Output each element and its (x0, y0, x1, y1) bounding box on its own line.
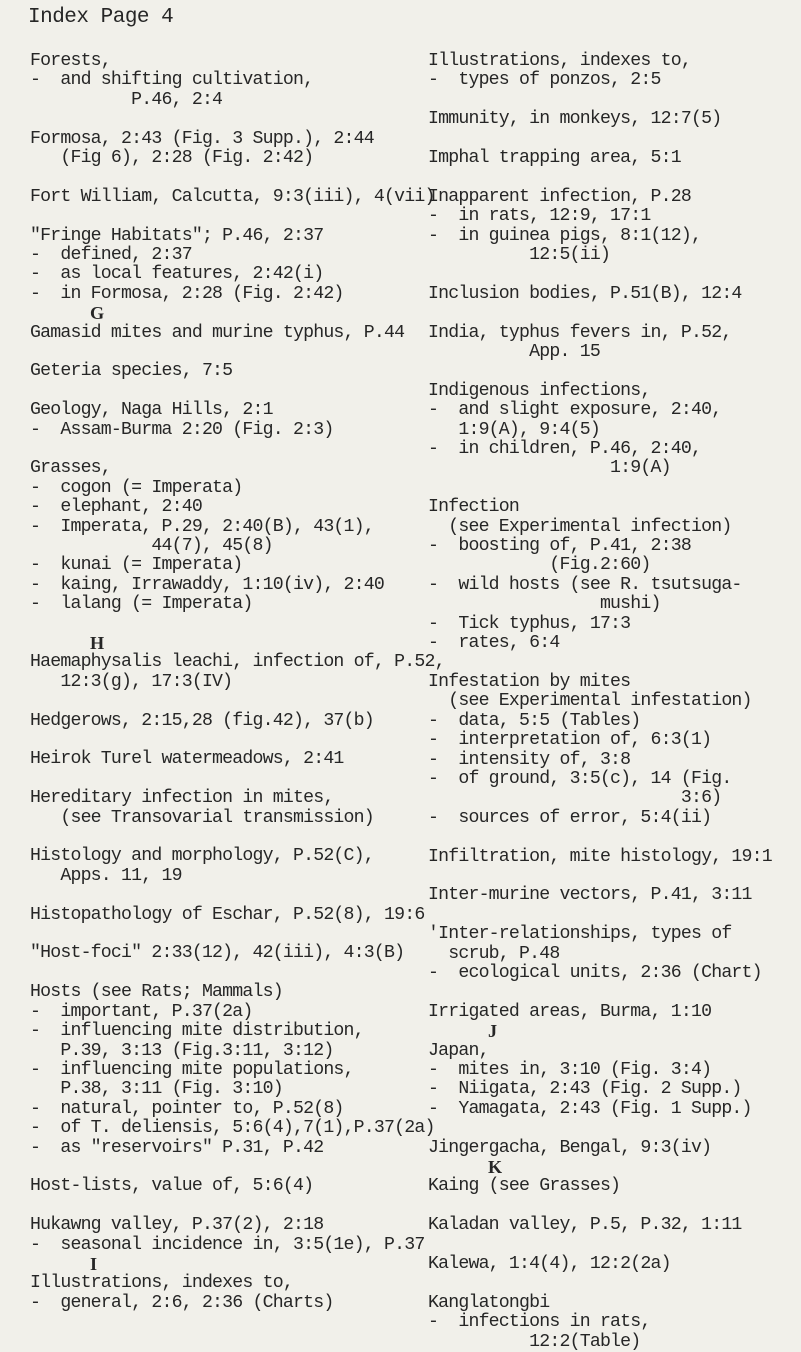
index-line: 3:6) (428, 788, 722, 809)
index-line: - lalang (= Imperata) (30, 594, 253, 615)
index-line: - in rats, 12:9, 17:1 (428, 206, 651, 227)
index-entry (30, 227, 420, 305)
index-entry (30, 401, 420, 440)
entry-spacer (30, 964, 420, 983)
index-line: Apps. 11, 19 (30, 865, 182, 886)
index-line: Indigenous infections, (428, 380, 651, 401)
index-line: Forests, (30, 51, 111, 71)
index-line: - mites in, 3:10 (Fig. 3:4) (428, 1059, 712, 1080)
entry-spacer (428, 130, 798, 149)
index-entry (30, 362, 420, 381)
index-line: Grasses, (30, 458, 111, 479)
index-line: Host-lists, value of, 5:6(4) (30, 1176, 314, 1197)
index-line: - Tick typhus, 17:3 (428, 613, 631, 634)
index-line: - important, P.37(2a) (30, 1001, 253, 1022)
index-line: Kaing (see Grasses) (428, 1176, 621, 1197)
index-line: P.39, 3:13 (Fig.3:11, 3:12) (30, 1040, 334, 1061)
index-entry (428, 1294, 798, 1352)
index-entry (428, 149, 798, 168)
index-entry (428, 1139, 798, 1158)
entry-spacer (428, 653, 798, 672)
index-line: - in children, P.46, 2:40, (428, 439, 702, 460)
index-line: 12:2(Table) (428, 1331, 641, 1352)
index-entry (30, 324, 420, 343)
index-line: - as local features, 2:42(i) (30, 264, 324, 285)
index-line: - influencing mite populations, (30, 1059, 354, 1080)
section-letter (428, 1022, 798, 1041)
entry-spacer (428, 906, 798, 925)
index-line: - in guinea pigs, 8:1(12), (428, 225, 702, 246)
index-entry (30, 847, 420, 886)
entry-spacer (428, 168, 798, 187)
section-letter-text: H (30, 633, 104, 654)
index-line: Histopathology of Eschar, P.52(8), 19:6 (30, 904, 425, 925)
index-line: - of ground, 3:5(c), 14 (Fig. (428, 768, 732, 789)
index-line: 1:9(A), 9:4(5) (428, 419, 600, 440)
index-line: - influencing mite distribution, (30, 1021, 364, 1042)
entry-spacer (428, 867, 798, 886)
index-line: - types of ponzos, 2:5 (428, 70, 661, 91)
index-line: Japan, (428, 1040, 489, 1061)
index-entry (30, 186, 435, 207)
index-line: 44(7), 45(8) (30, 536, 273, 557)
index-entry (30, 1215, 425, 1255)
index-line: (see Experimental infestation) (428, 691, 752, 712)
entry-spacer (428, 1119, 798, 1138)
index-entry (30, 1274, 420, 1313)
section-letter (428, 1158, 798, 1177)
index-line: "Host-foci" 2:33(12), 42(iii), 4:3(B) (30, 943, 405, 964)
entry-spacer (30, 731, 420, 750)
index-line: - intensity of, 3:8 (428, 749, 631, 770)
section-letter-text: K (428, 1156, 502, 1177)
index-entry (30, 1177, 420, 1196)
index-entry (30, 459, 420, 614)
index-line: 12:5(ii) (428, 245, 611, 266)
index-entry (428, 1003, 798, 1022)
index-entry (428, 285, 798, 304)
index-line: - sources of error, 5:4(ii) (428, 807, 712, 828)
index-entry (428, 52, 798, 91)
entry-spacer (30, 207, 420, 226)
index-line: (see Transovarial transmission) (30, 807, 374, 828)
index-line: Hukawng valley, P.37(2), 2:18 (30, 1215, 324, 1236)
index-line: Haemaphysalis leachi, infection of, P.52, (30, 652, 445, 673)
index-line: - interpretation of, 6:3(1) (428, 730, 712, 751)
entry-spacer (428, 479, 798, 498)
index-line: Infiltration, mite histology, 19:1 (428, 846, 772, 867)
index-line: - defined, 2:37 (30, 245, 192, 266)
index-entry (428, 925, 798, 983)
index-line: Infestation by mites (428, 671, 631, 692)
index-line: 1:9(A) (428, 458, 671, 479)
index-line: Kalewa, 1:4(4), 12:2(2a) (428, 1253, 671, 1274)
index-line: Illustrations, indexes to, (428, 51, 691, 71)
index-line: - kaing, Irrawaddy, 1:10(iv), 2:40 (30, 574, 385, 595)
entry-spacer (30, 440, 420, 459)
index-line: - as "reservoirs" P.31, P.42 (30, 1137, 324, 1158)
index-line: P.46, 2:4 (30, 89, 223, 110)
section-letter-text: G (30, 303, 104, 324)
index-line: - Imperata, P.29, 2:40(B), 43(1), (30, 516, 374, 537)
index-entry (30, 750, 420, 769)
entry-spacer (428, 1274, 798, 1293)
entry-spacer (428, 304, 798, 323)
index-line: - Niigata, 2:43 (Fig. 2 Supp.) (428, 1079, 742, 1100)
index-entry (428, 673, 798, 828)
index-entry (30, 52, 420, 110)
entry-spacer (30, 770, 420, 789)
index-line: Immunity, in monkeys, 12:7(5) (428, 109, 722, 130)
index-line: Imphal trapping area, 5:1 (428, 148, 681, 168)
index-line: Histology and morphology, P.52(C), (30, 846, 374, 867)
index-line: Inclusion bodies, P.51(B), 12:4 (428, 283, 742, 304)
index-entry (428, 1042, 798, 1120)
index-line: Jingergacha, Bengal, 9:3(iv) (428, 1137, 712, 1158)
entry-spacer (428, 1236, 798, 1255)
index-entry (30, 130, 420, 169)
index-line: scrub, P.48 (428, 943, 560, 964)
entry-spacer (428, 91, 798, 110)
index-line: Inapparent infection, P.28 (428, 186, 691, 207)
index-entry (30, 789, 420, 828)
index-line: - Yamagata, 2:43 (Fig. 1 Supp.) (428, 1098, 752, 1119)
index-entry (30, 982, 435, 1158)
index-line: Hereditary infection in mites, (30, 788, 334, 809)
entry-spacer (30, 925, 420, 944)
entry-spacer (30, 828, 420, 847)
index-line: (Fig 6), 2:28 (Fig. 2:42) (30, 148, 314, 169)
page-title: Index Page 4 (28, 6, 174, 29)
entry-spacer (428, 828, 798, 847)
index-line: Irrigated areas, Burma, 1:10 (428, 1001, 712, 1022)
index-entry (30, 712, 420, 731)
section-letter-text: I (30, 1253, 97, 1274)
index-line: 'Inter-relationships, types of (428, 924, 732, 945)
index-line: Geteria species, 7:5 (30, 361, 233, 382)
index-line: - and shifting cultivation, (30, 70, 314, 91)
index-line: - rates, 6:4 (428, 633, 560, 654)
index-entry (428, 1255, 798, 1274)
index-line: - seasonal incidence in, 3:5(1e), P.37 (30, 1234, 425, 1255)
entry-spacer (428, 362, 798, 381)
entry-spacer (428, 1197, 798, 1216)
entry-spacer (428, 265, 798, 284)
index-entry (428, 848, 798, 867)
index-entry (428, 498, 798, 653)
index-line: - general, 2:6, 2:36 (Charts) (30, 1292, 334, 1313)
index-line: - cogon (= Imperata) (30, 477, 243, 498)
index-line: Hosts (see Rats; Mammals) (30, 982, 283, 1003)
index-column-left (30, 51, 445, 1313)
index-line: Formosa, 2:43 (Fig. 3 Supp.), 2:44 (30, 128, 374, 149)
index-line: - and slight exposure, 2:40, (428, 400, 722, 421)
index-line: - elephant, 2:40 (30, 497, 202, 518)
index-line: Hedgerows, 2:15,28 (fig.42), 37(b) (30, 710, 374, 731)
index-line: (see Experimental infection) (428, 516, 732, 537)
index-line: - infections in rats, (428, 1312, 651, 1333)
index-entry (428, 188, 798, 266)
entry-spacer (30, 168, 420, 187)
entry-spacer (30, 886, 420, 905)
index-entry (428, 1177, 798, 1196)
index-line: Infection (428, 497, 520, 518)
section-letter-text: J (428, 1021, 497, 1042)
index-entry (30, 652, 445, 692)
entry-spacer (30, 382, 420, 401)
index-line: (Fig.2:60) (428, 555, 651, 576)
index-line: - boosting of, P.41, 2:38 (428, 536, 691, 557)
index-entry (428, 1216, 798, 1235)
index-line: - in Formosa, 2:28 (Fig. 2:42) (30, 283, 344, 304)
index-line: Illustrations, indexes to, (30, 1273, 293, 1294)
index-line: Kanglatongbi (428, 1292, 550, 1313)
entry-spacer (30, 692, 420, 711)
index-line: P.38, 3:11 (Fig. 3:10) (30, 1079, 283, 1100)
index-entry (428, 324, 798, 363)
index-line: 12:3(g), 17:3(IV) (30, 671, 233, 692)
index-line: - data, 5:5 (Tables) (428, 710, 641, 731)
entry-spacer (30, 1158, 420, 1177)
index-entry (30, 944, 420, 963)
entry-spacer (30, 615, 420, 634)
index-entry (428, 886, 798, 905)
index-line: Kaladan valley, P.5, P.32, 1:11 (428, 1215, 742, 1236)
entry-spacer (30, 110, 420, 129)
index-entry (428, 382, 798, 479)
section-letter (30, 1255, 420, 1274)
index-line: - kunai (= Imperata) (30, 555, 243, 576)
section-letter (30, 304, 420, 323)
index-line: Fort William, Calcutta, 9:3(iii), 4(vii) (30, 186, 435, 207)
index-line: India, typhus fevers in, P.52, (428, 322, 732, 343)
entry-spacer (30, 343, 420, 362)
index-entry (30, 904, 425, 925)
index-line: - wild hosts (see R. tsutsuga- (428, 574, 742, 595)
index-line: Gamasid mites and murine typhus, P.44 (30, 322, 405, 343)
index-line: - Assam-Burma 2:20 (Fig. 2:3) (30, 419, 334, 440)
index-line: Heirok Turel watermeadows, 2:41 (30, 749, 344, 770)
index-entry (428, 110, 798, 129)
index-line: - natural, pointer to, P.52(8) (30, 1098, 344, 1119)
index-line: mushi) (428, 594, 661, 615)
index-line: "Fringe Habitats"; P.46, 2:37 (30, 225, 324, 246)
index-line: Inter-murine vectors, P.41, 3:11 (428, 885, 752, 906)
entry-spacer (30, 1197, 420, 1216)
index-column-right (428, 52, 798, 1352)
entry-spacer (428, 983, 798, 1002)
index-line: Geology, Naga Hills, 2:1 (30, 400, 273, 421)
index-line: App. 15 (428, 342, 600, 363)
index-line: - ecological units, 2:36 (Chart) (428, 962, 762, 983)
index-line: - of T. deliensis, 5:6(4),7(1),P.37(2a) (30, 1118, 435, 1139)
section-letter (30, 634, 420, 653)
